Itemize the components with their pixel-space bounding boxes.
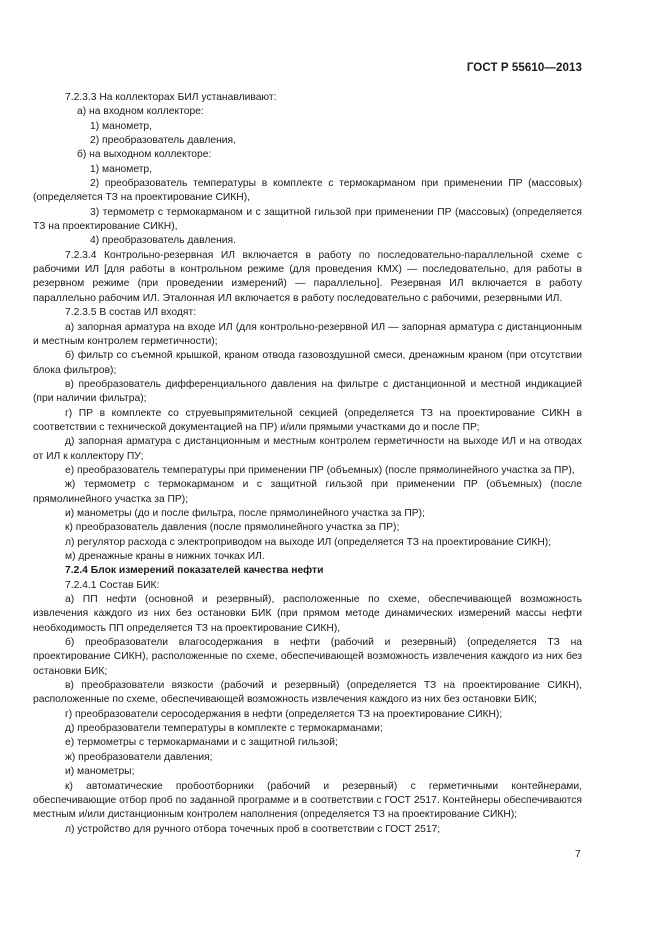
paragraph: к) преобразователь давления (после прямолинейного участка за ПР); — [65, 522, 400, 534]
paragraph: 1) манометр, — [90, 163, 153, 175]
paragraph: д) запорная арматура с дистанционным и местным контролем герметичности на выходе ИЛ и на отводах от ИЛ к коллектору ПУ; — [33, 436, 582, 462]
paragraph: б) преобразователи влагосодержания в нефти (рабочий и резервный) (определяется ТЗ на проектирование СИКН), расположенные по схеме, обеспечивающей возможность извлечения каждого из них без остановки БИК; — [33, 637, 582, 677]
paragraph: к) автоматические пробоотборники (рабочий и резервный) с герметичными контейнерами, обеспечивающие отбор проб по заданной программе и в соответствии с ГОСТ 2517. Контейнеры обеспечиваются местным и/или дистанционным контролем наполнения (определяется ТЗ на проектирование СИКН); — [33, 780, 582, 821]
paragraph: в) преобразователи вязкости (рабочий и резервный) (определяется ТЗ на проектирование СИКН), расположенные по схеме, обеспечивающей возможность извлечения каждого из них без остановки БИК; — [33, 680, 582, 706]
paragraph: г) ПР в комплекте со струевыпрямительной секцией (определяется ТЗ на проектирование СИКН в соответствии с технической документацией на ПР) и/или прямыми участками до и после ПР; — [33, 407, 582, 433]
document-body — [33, 91, 582, 837]
paragraph: 7.2.3.4 Контрольно-резервная ИЛ включается в работу по последовательно-параллельной схеме с рабочими ИЛ [для работы в контрольном режиме (для проведения КМХ) — последовательно, для работы в резервном режиме (при проведении измерений) — параллельно]. Резервная ИЛ включается в работу параллельно рабочим ИЛ. Эталонная ИЛ включается в работу последовательно с рабочими, резервными ИЛ. — [33, 249, 582, 304]
paragraph: а) на входном коллекторе: — [77, 106, 204, 118]
paragraph: е) термометры с термокарманами и с защитной гильзой; — [65, 737, 338, 749]
paragraph: д) преобразователи температуры в комплекте с термокарманами; — [65, 723, 383, 735]
paragraph: г) преобразователи серосодержания в нефти (определяется ТЗ на проектирование СИКН); — [65, 708, 503, 720]
paragraph: 2) преобразователь давления, — [90, 135, 236, 147]
paragraph: м) дренажные краны в нижних точках ИЛ. — [65, 551, 265, 562]
paragraph: 4) преобразователь давления. — [90, 235, 236, 247]
paragraph: 2) преобразователь температуры в комплекте с термокарманом при применении ПР (массовых) (определяется ТЗ на проектирование СИКН), — [33, 178, 582, 204]
paragraph: б) на выходном коллекторе: — [77, 149, 212, 161]
paragraph: л) устройство для ручного отбора точечных проб в соответствии с ГОСТ 2517; — [65, 823, 441, 835]
paragraph: 7.2.4.1 Состав БИК: — [65, 579, 160, 591]
paragraph: в) преобразователь дифференциального давления на фильтре с дистанционной и местной индикацией (при наличии фильтра); — [33, 378, 582, 405]
paragraph: 1) манометр, — [90, 120, 153, 132]
standard-header: ГОСТ Р 55610—2013 — [466, 62, 582, 74]
paragraph: л) регулятор расхода с электроприводом на выходе ИЛ (определяется ТЗ на проектирование СИКН); — [65, 536, 552, 548]
paragraph: 7.2.4 Блок измерений показателей качества нефти — [65, 565, 324, 577]
paragraph: ж) преобразователи давления; — [65, 751, 213, 763]
paragraph: а) запорная арматура на входе ИЛ (для контрольно-резервной ИЛ — запорная арматура с дистанционным и местным контролем герметичности); — [33, 321, 582, 347]
paragraph: а) ПП нефти (основной и резервный), расположенные по схеме, обеспечивающей возможность извлечения каждого из них без остановки БИК (при прямом методе динамических измерений массы нефти необходимость ПП определяется ТЗ на проектирование СИКН), — [33, 594, 582, 634]
paragraph: 7.2.3.3 На коллекторах БИЛ устанавливают: — [65, 92, 277, 103]
paragraph: б) фильтр со съемной крышкой, краном отвода газовоздушной смеси, дренажным краном (при отсутствии блока фильтров); — [33, 350, 582, 376]
paragraph: и) манометры (до и после фильтра, после прямолинейного участка за ПР); — [65, 507, 425, 519]
paragraph: и) манометры; — [65, 766, 135, 778]
paragraph: ж) термометр с термокарманом и с защитной гильзой при применении ПР (объемных) (после прямолинейного участка за ПР); — [33, 479, 582, 505]
page-number: 7 — [575, 848, 581, 860]
paragraph: 7.2.3.5 В состав ИЛ входят: — [65, 307, 197, 319]
paragraph: 3) термометр с термокарманом и с защитной гильзой при применении ПР (массовых) (определяется ТЗ на проектирование СИКН), — [33, 206, 582, 233]
paragraph: е) преобразователь температуры при применении ПР (объемных) (после прямолинейного участка за ПР), — [65, 464, 575, 476]
